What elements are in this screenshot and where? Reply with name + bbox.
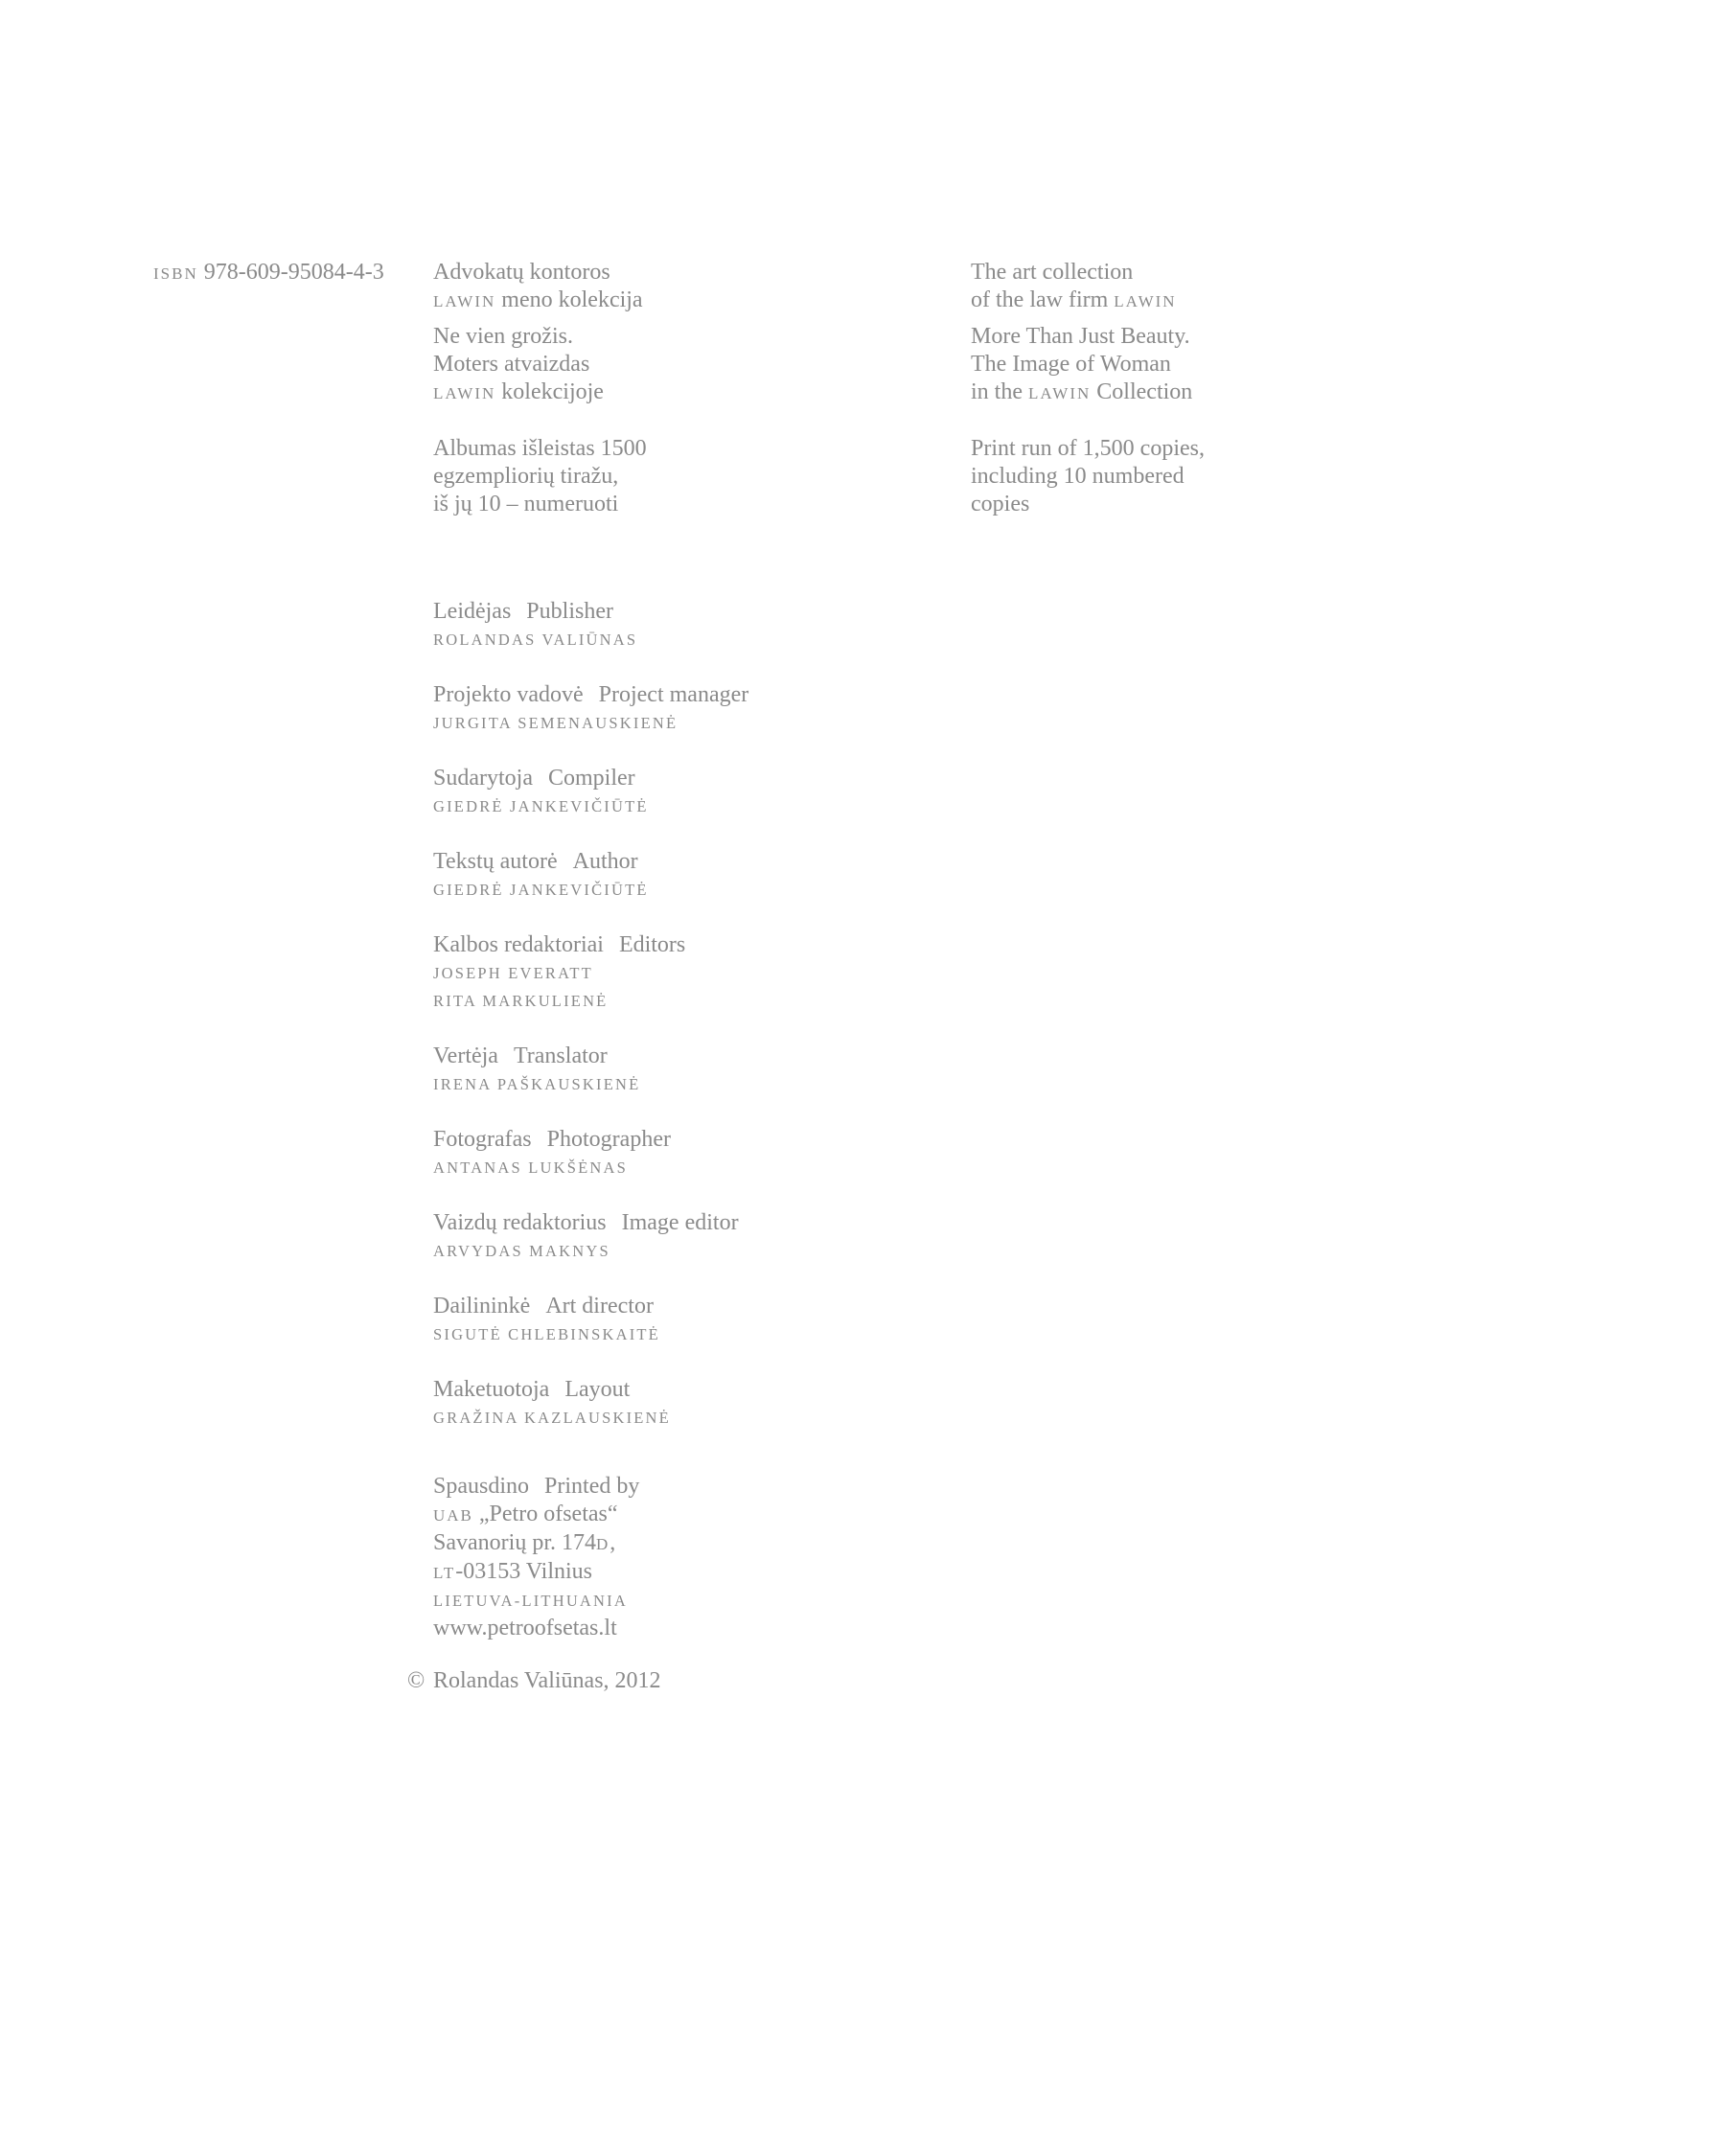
credit-role	[433, 931, 748, 959]
role-lithuanian: Vaizdų redaktorius	[433, 1210, 607, 1235]
credits-list	[433, 598, 748, 1459]
printer-company: UAB „Petro ofsetas“	[433, 1502, 618, 1526]
credit-entry	[433, 1376, 748, 1432]
printer-city: LT-03153 Vilnius	[433, 1559, 593, 1584]
en-title-line3: in the LAWIN Collection	[971, 379, 1193, 404]
english-title-block	[971, 259, 1205, 518]
role-english: Layout	[564, 1377, 631, 1402]
credit-name: ROLANDAS VALIŪNAS	[433, 631, 638, 649]
role-lithuanian: Dailininkė	[433, 1294, 531, 1319]
role-lithuanian: Projekto vadovė	[433, 682, 584, 707]
role-lithuanian: Kalbos redaktoriai	[433, 932, 604, 957]
printer-role	[433, 1473, 639, 1501]
copyright-symbol: ©	[407, 1668, 426, 1693]
en-collection-line1: The art collection	[971, 260, 1134, 285]
en-print-run-line2: including 10 numbered	[971, 464, 1184, 489]
credit-entry	[433, 848, 748, 904]
role-english: Image editor	[621, 1210, 739, 1235]
role-lithuanian: Leidėjas	[433, 599, 512, 624]
credit-name: GIEDRĖ JANKEVIČIŪTĖ	[433, 881, 649, 899]
credit-entry	[433, 1293, 748, 1348]
isbn-label: ISBN	[153, 264, 198, 283]
lt-collection-line2: LAWIN meno kolekcija	[433, 287, 643, 312]
credit-role	[433, 1209, 748, 1237]
printer-country: LIETUVA-LITHUANIA	[433, 1592, 628, 1610]
lt-print-run-line2: egzempliorių tiražu,	[433, 464, 619, 489]
credit-role	[433, 681, 748, 709]
credit-role	[433, 765, 748, 792]
role-english: Editors	[618, 932, 686, 957]
lt-brand: LAWIN	[433, 292, 496, 310]
credit-role	[433, 1293, 748, 1320]
role-english: Compiler	[547, 766, 635, 791]
isbn-number: 978-609-95084-4-3	[203, 260, 384, 285]
credit-name: JURGITA SEMENAUSKIENĖ	[433, 714, 678, 732]
role-lithuanian: Fotografas	[433, 1127, 532, 1152]
en-brand: LAWIN	[1028, 384, 1092, 402]
role-english: Translator	[513, 1044, 608, 1068]
credit-name: JOSEPH EVERATT	[433, 964, 593, 982]
lt-brand: LAWIN	[433, 384, 496, 402]
role-english: Printed by	[544, 1474, 640, 1499]
credit-name: ARVYDAS MAKNYS	[433, 1242, 610, 1260]
en-title-line2: The Image of Woman	[971, 352, 1171, 377]
credit-entry	[433, 681, 748, 737]
en-collection-line2: of the law firm LAWIN	[971, 287, 1177, 312]
credit-name: IRENA PAŠKAUSKIENĖ	[433, 1075, 641, 1093]
role-lithuanian: Vertėja	[433, 1044, 498, 1068]
isbn	[153, 259, 384, 287]
credit-name: GIEDRĖ JANKEVIČIŪTĖ	[433, 797, 649, 815]
credit-name: RITA MARKULIENĖ	[433, 992, 609, 1010]
role-lithuanian: Sudarytoja	[433, 766, 533, 791]
lt-print-run-line1: Albumas išleistas 1500	[433, 436, 647, 461]
printer-website-link[interactable]: www.petroofsetas.lt	[433, 1616, 617, 1640]
lt-collection-line1: Advokatų kontoros	[433, 260, 610, 285]
lt-title-line1: Ne vien grožis.	[433, 324, 573, 349]
role-english: Author	[572, 849, 638, 874]
credit-role	[433, 848, 748, 876]
lithuanian-title-block	[433, 259, 647, 518]
credit-role	[433, 1126, 748, 1154]
copyright-text: Rolandas Valiūnas, 2012	[433, 1668, 661, 1693]
role-english: Photographer	[546, 1127, 671, 1152]
credit-entry	[433, 765, 748, 820]
role-lithuanian: Spausdino	[433, 1474, 530, 1499]
credit-name: GRAŽINA KAZLAUSKIENĖ	[433, 1409, 671, 1427]
credit-entry	[433, 931, 748, 1015]
credit-role	[433, 1043, 748, 1070]
lt-title-line3: LAWIN kolekcijoje	[433, 379, 604, 404]
role-lithuanian: Tekstų autorė	[433, 849, 558, 874]
en-title-line1: More Than Just Beauty.	[971, 324, 1190, 349]
credit-entry	[433, 1043, 748, 1098]
credit-role	[433, 598, 748, 626]
printer-block	[433, 1473, 639, 1642]
role-english: Publisher	[526, 599, 613, 624]
en-print-run-line1: Print run of 1,500 copies,	[971, 436, 1205, 461]
credit-entry	[433, 1126, 748, 1181]
credit-entry	[433, 1209, 748, 1265]
lt-title-line2: Moters atvaizdas	[433, 352, 590, 377]
en-print-run-line3: copies	[971, 492, 1030, 516]
lt-print-run-line3: iš jų 10 – numeruoti	[433, 492, 619, 516]
printer-street: Savanorių pr. 174D,	[433, 1530, 616, 1555]
role-english: Art director	[545, 1294, 654, 1319]
credit-role	[433, 1376, 748, 1404]
en-brand: LAWIN	[1114, 292, 1177, 310]
credit-name: ANTANAS LUKŠĖNAS	[433, 1158, 629, 1177]
role-english: Project manager	[598, 682, 749, 707]
credit-name: SIGUTĖ CHLEBINSKAITĖ	[433, 1325, 660, 1343]
role-lithuanian: Maketuotoja	[433, 1377, 550, 1402]
credit-entry	[433, 598, 748, 654]
copyright	[407, 1667, 661, 1695]
